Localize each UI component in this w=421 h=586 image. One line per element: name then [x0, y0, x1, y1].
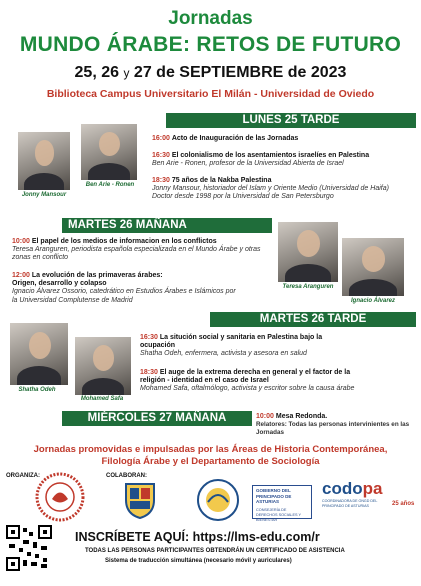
event-title: La situción social y sanitaria en Palestina bajo la: [159, 334, 323, 341]
event-detail: Mohamed Safa, oftalmólogo, activista y escritor sobre la causa árabe: [140, 385, 355, 393]
speaker-photo-teresa-aranguren: [278, 222, 338, 282]
event-time: 16:00: [152, 135, 170, 142]
asturias-sub: CONSEJERÍA DE DERECHOS SOCIALES Y BIENESTAR: [256, 507, 302, 522]
event-title: Mesa Redonda.: [275, 413, 328, 420]
speaker-photo-jonny-mansour: [18, 132, 70, 190]
promo-line-2: Filología Árabe y el Departamento de Sociología: [101, 456, 320, 467]
event-title: El colonialismo de los asentamientos israelíes en Palestina: [171, 152, 370, 159]
registration-link[interactable]: INSCRÍBETE AQUÍ: https://lms-edu.com/r: [75, 530, 320, 544]
promo-text: [0, 444, 421, 468]
venue: Biblioteca Campus Universitario El Milán - Universidad de Oviedo: [46, 88, 375, 100]
band-tuesday-morning: MARTES 26 MAÑANA: [62, 218, 272, 233]
dates-b: 27 de SEPTIEMBRE de 2023: [133, 64, 347, 81]
event-mon-1: [152, 135, 417, 143]
event-dates: [0, 64, 421, 82]
dates-a: 25, 26: [74, 64, 120, 81]
event-detail: Ben Arie - Ronen, profesor de la Universidad Abierta de Israel: [152, 160, 344, 168]
event-tue-pm-1: [140, 334, 418, 359]
event-detail-2: zonas en conflicto: [12, 254, 69, 262]
codopa-pa: pa: [362, 479, 383, 498]
event-detail: Ignacio Álvarez Ossorio, catedrático en Estudios Árabes e Islámicos por: [12, 288, 236, 296]
event-title: La evolución de las primaveras árabes:: [31, 272, 163, 279]
event-title: Acto de Inauguración de las Jornadas: [171, 135, 299, 142]
event-tue-am-1: [12, 238, 277, 263]
page-title: MUNDO ÁRABE: RETOS DE FUTURO: [19, 33, 402, 56]
event-title: El auge de la extrema derecha en general y el factor de la: [159, 369, 351, 376]
anos-badge: 25 años: [392, 501, 415, 507]
university-crest-logo: [122, 480, 158, 520]
speaker-caption-5: Shatha Odeh: [18, 387, 56, 393]
circle-emblem-logo: [196, 478, 240, 522]
colaboran-label: COLABORAN:: [106, 473, 147, 479]
event-title-2: religión - identidad en el caso de Israel: [140, 377, 269, 385]
event-detail-2: la Universidad Complutense de Madrid: [12, 296, 133, 304]
event-title-2: Origen, desarrollo y colapso: [12, 280, 107, 288]
speaker-caption-1: Jonny Mansour: [21, 192, 67, 198]
dates-y: y: [123, 66, 130, 80]
event-time: 10:00: [12, 238, 30, 245]
speaker-photo-shatha-odeh: [10, 323, 68, 385]
event-tue-am-2: [12, 272, 277, 305]
event-time: 18:30: [152, 177, 170, 184]
event-title-2: ocupación: [140, 342, 176, 350]
event-detail-2: Doctor desde 1998 por la Universidad de San Petersburgo: [152, 193, 334, 201]
event-wed-1: [256, 413, 421, 438]
band-monday: LUNES 25 TARDE: [166, 113, 416, 128]
codopa-sub: COORDINADORA DE ONGD DEL PRINCIPADO DE ASTURIAS: [322, 499, 378, 508]
event-detail: Teresa Aranguren, periodista española especializada en el Mundo Árabe y otras: [12, 246, 261, 254]
speaker-caption-2: Ben Arie - Ronen: [85, 182, 135, 188]
certificate-note: TODAS LAS PERSONAS PARTICIPANTES OBTENDRÁN UN CERTIFICADO DE ASISTENCIA: [85, 548, 345, 554]
speaker-caption-4: Ignacio Álvarez: [350, 298, 395, 304]
codopa-text: codo: [322, 479, 363, 498]
asturias-text: GOBIERNO DEL PRINCIPADO DE ASTURIAS: [256, 488, 292, 504]
speaker-caption-6: Mohamed Safa: [80, 396, 124, 402]
event-time: 10:00: [256, 413, 274, 420]
translation-note: Sistema de traducción simultánea (necesario móvil y auriculares): [105, 558, 292, 564]
event-tue-pm-2: [140, 369, 418, 394]
event-title: El papel de los medios de informacion en los conflictos: [31, 238, 217, 245]
band-tuesday-afternoon: MARTES 26 TARDE: [210, 312, 416, 327]
header-jornadas: Jornadas: [168, 8, 253, 29]
event-detail: Shatha Odeh, enfermera, activista y asesora en salud: [140, 350, 307, 358]
event-mon-2: [152, 152, 417, 168]
event-detail: Jonny Mansour, historiador del Islam y Oriente Medio (Universidad de Haifa): [152, 185, 389, 193]
speaker-photo-mohamed-safa: [75, 337, 131, 395]
event-title: 75 años de la Nakba Palestina: [171, 177, 272, 184]
speaker-caption-3: Teresa Aranguren: [282, 284, 334, 290]
codopa-logo: [322, 479, 418, 521]
speaker-photo-ignacio-alvarez: [342, 238, 404, 296]
event-time: 18:30: [140, 369, 158, 376]
event-time: 12:00: [12, 272, 30, 279]
organiza-label: ORGANIZA:: [6, 473, 40, 479]
band-wednesday-morning: MIÉRCOLES 27 MAÑANA: [62, 411, 252, 426]
event-time: 16:30: [140, 334, 158, 341]
event-time: 16:30: [152, 152, 170, 159]
event-mon-3: [152, 177, 417, 202]
asturias-government-logo: [252, 485, 312, 522]
event-detail: Relatores: Todas las personas intervinientes en las Jornadas: [256, 421, 410, 437]
promo-line-1: Jornadas promovidas e impulsadas por las Áreas de Historia Contemporánea,: [33, 444, 388, 455]
seal-logo: [35, 472, 85, 522]
speaker-photo-ben-arie: [81, 124, 137, 180]
qr-code-icon: [5, 524, 53, 572]
